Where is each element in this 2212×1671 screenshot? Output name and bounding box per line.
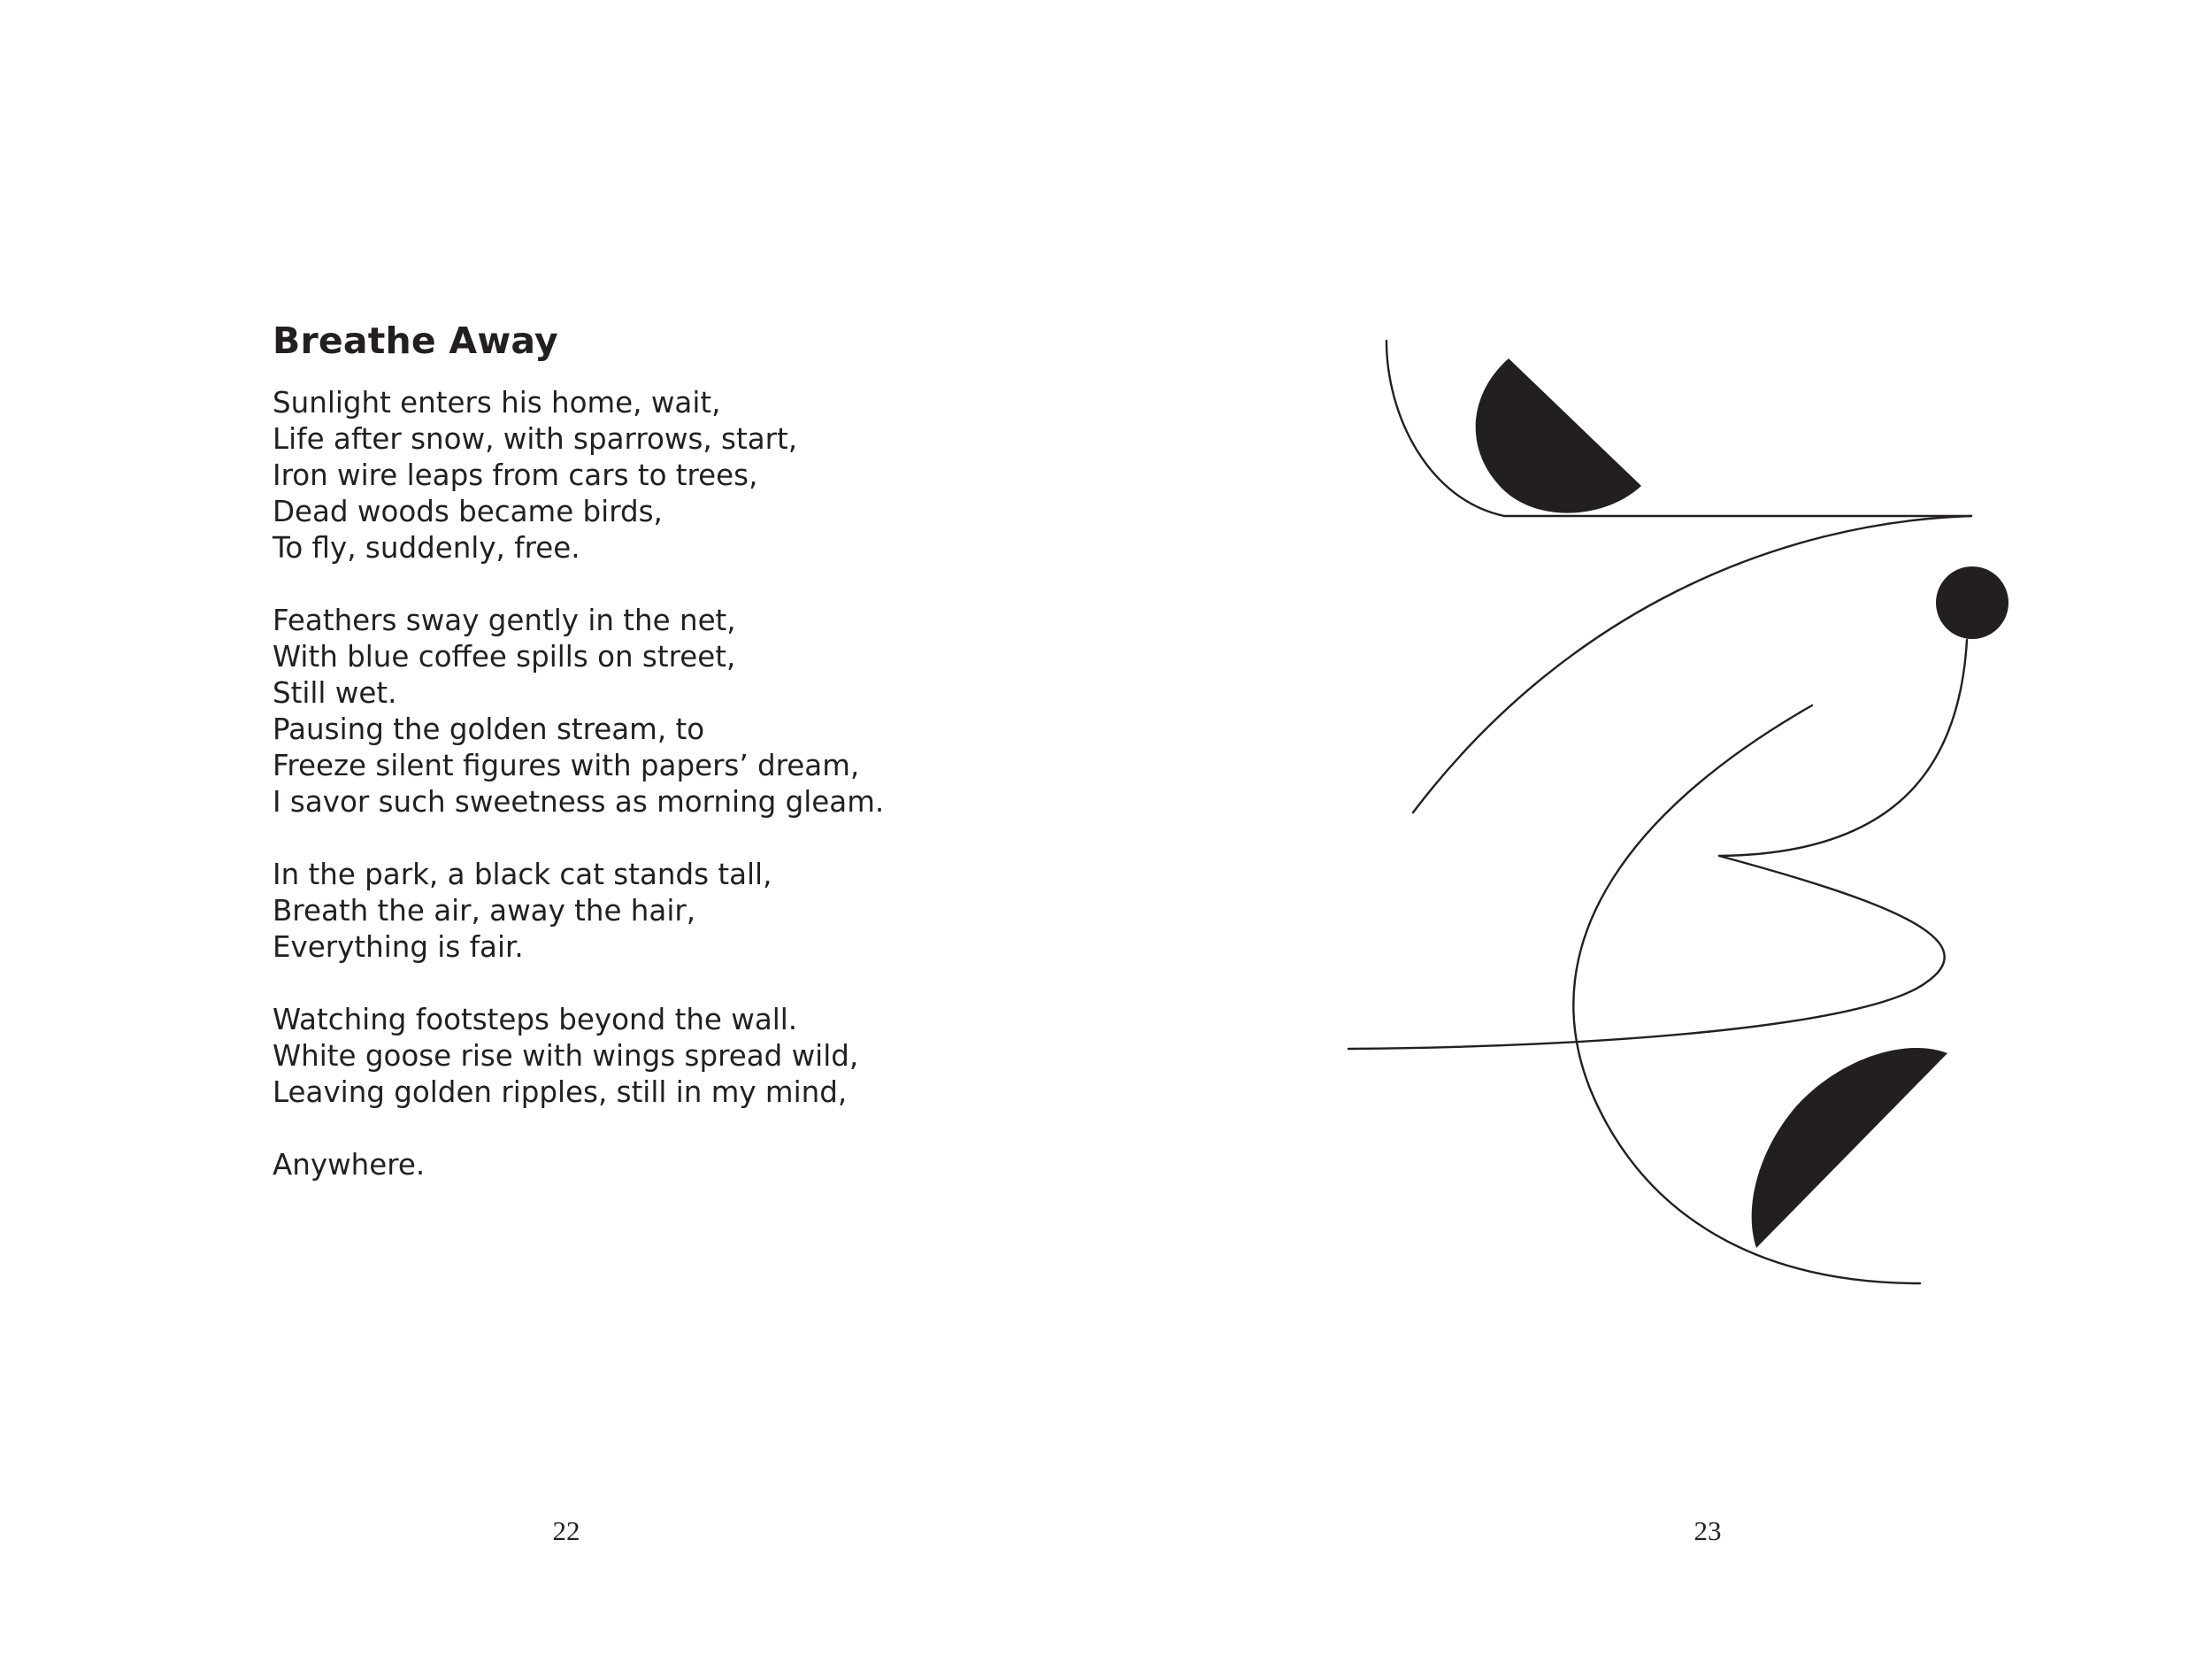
verse-line: Feathers sway gently in the net,	[273, 604, 736, 637]
verse-line: With blue coffee spills on street,	[273, 640, 736, 674]
verse-line: Still wet.	[273, 676, 397, 710]
hook-curve	[1719, 640, 1967, 856]
verse-line: To fly, suddenly, free.	[273, 531, 580, 565]
verse-line: Leaving golden ripples, still in my mind,	[273, 1075, 848, 1109]
verse-line: Dead woods became birds,	[273, 495, 663, 528]
verse-line: Life after snow, with sparrows, start,	[273, 422, 798, 456]
poem	[273, 314, 980, 1183]
bottom-half-moon-shape	[1752, 1048, 1947, 1248]
solid-circle-shape	[1936, 566, 2008, 639]
sweeping-arc	[1413, 516, 1971, 812]
verse-line: Freeze silent figures with papers’ dream,	[273, 749, 860, 782]
page-number-left: 22	[552, 1515, 580, 1546]
verse-line: Anywhere.	[273, 1148, 426, 1182]
right-page	[1106, 0, 2212, 1671]
verse-line: In the park, a black cat stands tall,	[273, 858, 772, 891]
s-curve	[1573, 705, 1920, 1283]
stanza-4	[273, 1002, 980, 1111]
verse-line: Pausing the golden stream, to	[273, 712, 705, 746]
verse-line: Iron wire leaps from cars to trees,	[273, 458, 758, 492]
top-bowl-curve	[1386, 341, 1971, 516]
page-number-right: 23	[1694, 1515, 1722, 1546]
verse-line: White goose rise with wings spread wild,	[273, 1039, 859, 1073]
stanza-2	[273, 603, 980, 820]
verse-line: I savor such sweetness as morning gleam.	[273, 785, 885, 819]
top-half-moon-shape	[1476, 358, 1641, 513]
stanza-5	[273, 1147, 980, 1183]
verse-line: Everything is fair.	[273, 930, 524, 964]
stanza-1	[273, 385, 980, 566]
verse-line: Watching footsteps beyond the wall.	[273, 1003, 798, 1036]
z-loop-curve	[1348, 856, 1945, 1049]
poem-title: Breathe Away	[273, 320, 558, 362]
verse-line: Breath the air, away the hair,	[273, 894, 696, 928]
stanza-3	[273, 857, 980, 966]
verse-line: Sunlight enters his home, wait,	[273, 386, 721, 420]
abstract-line-artwork	[1106, 0, 2212, 1671]
